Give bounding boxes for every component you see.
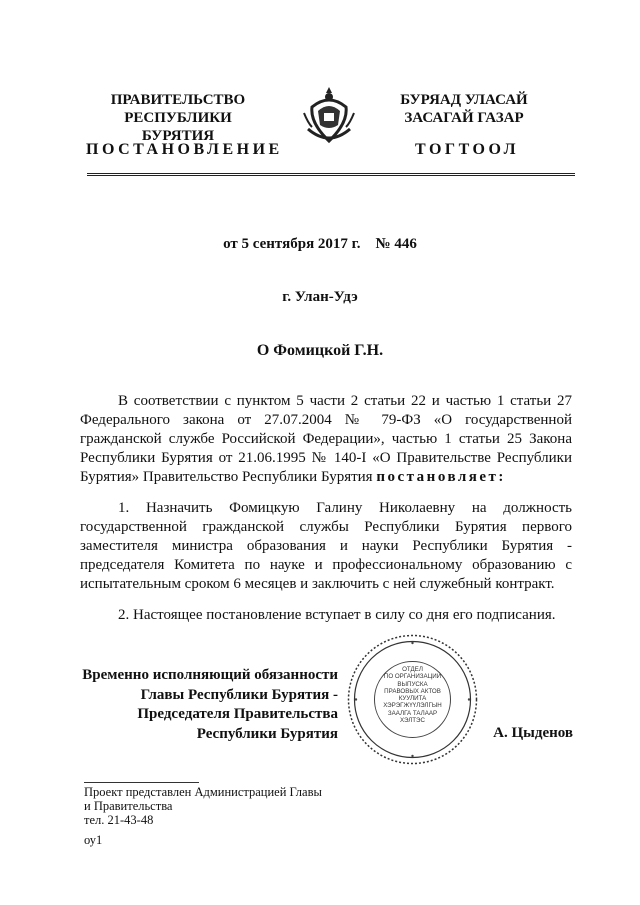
document-subject: О Фомицкой Г.Н. [256,342,384,359]
footer-code: оу1 [84,833,103,847]
resolves-word: постановляет: [376,469,506,485]
issuer-bua [390,91,538,127]
city: г. Улан-Удэ [282,289,358,305]
preamble-text: В соответствии с пунктом 5 части 2 статьи 22 и частью 1 статьи 27 Федерального закона от 27.07.2004 № 79-ФЗ «О государственной гражданской службе Российской Федерации», частью 1 статьи 25 Закона Республики Бурятия от 21.06.1995 № 140-I «О Правительстве Республики Бурятия» Правительство Республики Бурятия [80,393,572,485]
signatory-name: А. Цыденов [493,725,573,741]
seal-line: ПРАВОВЫХ АКТОВ [384,687,441,695]
issuer-ru-line2: РЕСПУБЛИКИ БУРЯТИЯ [124,110,232,144]
document-body [80,392,572,625]
header-divider [87,173,575,176]
signatory-title [60,666,338,744]
seal-line: ПО ОРГАНИЗАЦИИ [383,673,442,681]
signatory-title-line3: Председателя Правительства [137,706,338,722]
signatory-title-line4: Республики Бурятия [196,725,338,742]
seal-line: ХЭЛТЭС [400,717,425,725]
coat-of-arms-emblem [298,83,360,149]
item-1: 1. Назначить Фомицкую Галину Николаевну на должность государственной гражданской службы Республики Бурятия первого заместителя министра образования и науки Республики Бурятия - председателя Комитета по науке и профессиональному образованию с испытательным сроком 6 месяцев и заключить с ней служебный контракт. [80,500,572,592]
seal-line: ХЭРЭГЖҮҮЛЭЛГЫН [383,702,442,710]
issuer-ru [88,91,268,145]
footer-line1: Проект представлен Администрацией Главы [84,785,322,799]
issuer-bua-line2: ЗАСАГАЙ ГАЗАР [404,110,524,126]
official-seal [345,632,480,767]
seal-line: ОТДЕЛ [402,666,423,673]
item-2: 2. Настоящее постановление вступает в силу со дня его подписания. [118,607,556,623]
seal-line: ВЫПУСКА [397,680,428,688]
preamble-paragraph [80,392,572,487]
signatory-title-line1: Временно исполняющий обязанности [82,667,338,683]
signatory-title-line2: Главы Республики Бурятия - [140,686,338,703]
doc-type-ru: ПОСТАНОВЛЕНИЕ [86,141,283,158]
date-number: от 5 сентября 2017 г. № 446 [223,236,417,252]
seal-line: КУУЛИТА [398,695,427,703]
footer-note [84,785,322,847]
seal-line: ЗААЛГА ТАЛААР [387,709,438,717]
footer-rule [84,782,199,783]
footer-line3: тел. 21-43-48 [84,813,154,827]
doc-type-bua: ТОГТООЛ [415,141,520,158]
footer-line2: и Правительства [84,799,173,813]
issuer-ru-line1: ПРАВИТЕЛЬСТВО [110,92,246,108]
issuer-bua-line1: БУРЯАД УЛАСАЙ [400,92,528,108]
seal-text [375,666,450,724]
